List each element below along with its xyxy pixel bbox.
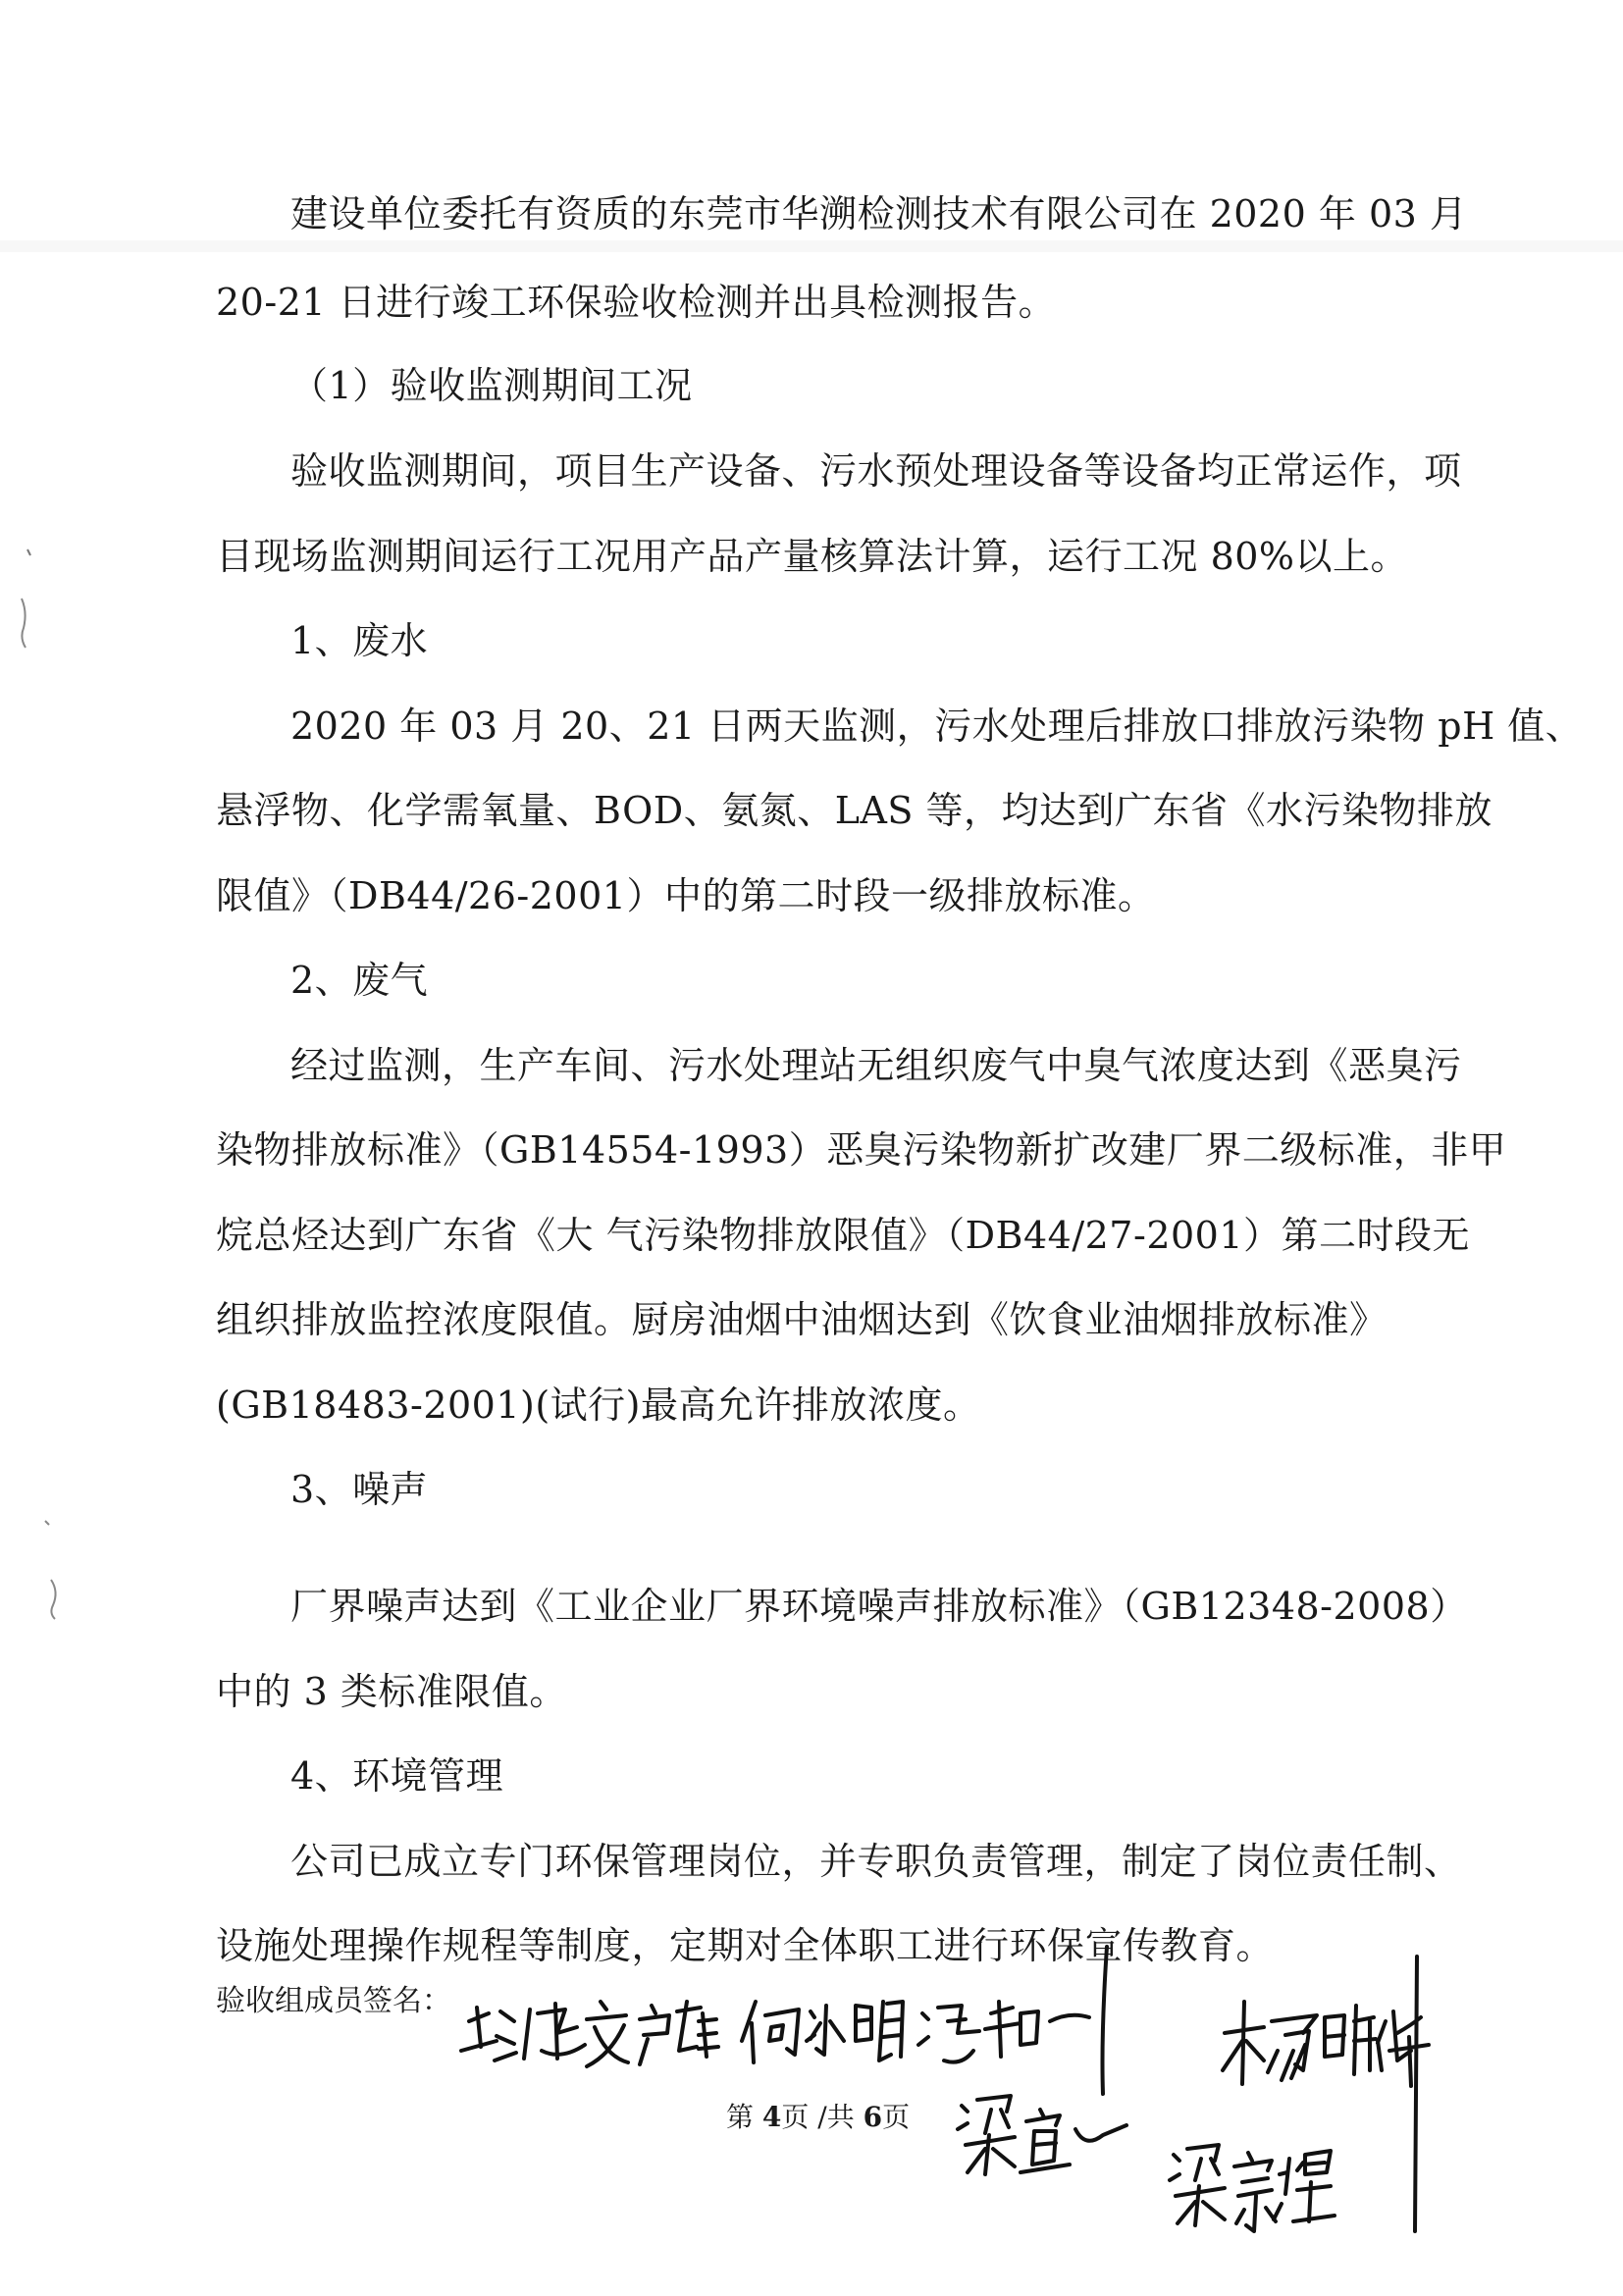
page-footer xyxy=(726,2100,910,2135)
section-heading: 1、废水 xyxy=(290,619,429,662)
scan-speck-2 xyxy=(22,599,26,648)
footer-page-number: 4 xyxy=(761,2101,782,2133)
scan-speck-4 xyxy=(51,1580,56,1619)
paragraph-line: 经过监测，生产车间、污水处理站无组织废气中臭气浓度达到《恶臭污 xyxy=(290,1044,1462,1087)
paragraph-line: 设施处理操作规程等制度，定期对全体职工进行环保宣传教育。 xyxy=(216,1924,1275,1967)
paragraph-line: 中的 3 类标准限值。 xyxy=(216,1670,567,1713)
section-heading: 2、废气 xyxy=(290,959,429,1002)
paragraph-line: 验收监测期间，项目生产设备、污水预处理设备等设备均正常运作，项 xyxy=(290,449,1462,493)
paragraph-line: 厂界噪声达到《工业企业厂界环境噪声排放标准》（GB12348-2008） xyxy=(290,1585,1468,1628)
paragraph-line: 烷总烃达到广东省《大 气污染物排放限值》（DB44/27-2001）第二时段无 xyxy=(216,1214,1471,1257)
section-heading: 3、噪声 xyxy=(290,1468,429,1511)
scan-band xyxy=(0,240,1623,252)
paragraph-line: 20-21 日进行竣工环保验收检测并出具检测报告。 xyxy=(216,281,1057,324)
paragraph-line: 公司已成立专门环保管理岗位，并专职负责管理，制定了岗位责任制、 xyxy=(290,1840,1462,1883)
paragraph-line: (GB18483-2001)(试行)最高允许排放浓度。 xyxy=(216,1383,981,1427)
signature-7 xyxy=(1223,1957,1429,2231)
footer-suffix: 页 xyxy=(882,2101,911,2133)
signature-1 xyxy=(461,2002,628,2066)
paragraph-line: 2020 年 03 月 20、21 日两天监测，污水处理后排放口排放污染物 pH 值、 xyxy=(290,704,1584,748)
signature-6 xyxy=(1170,2145,1335,2231)
signature-3 xyxy=(742,2002,903,2062)
footer-mid: 页 /共 xyxy=(781,2101,864,2133)
signature-5 xyxy=(958,2096,1126,2174)
section-heading: 4、环境管理 xyxy=(290,1754,504,1798)
paragraph-line: 悬浮物、化学需氧量、BOD、氨氮、LAS 等，均达到广东省《水污染物排放 xyxy=(216,789,1493,832)
paragraph-line: 建设单位委托有资质的东莞市华溯检测技术有限公司在 2020 年 03 月 xyxy=(290,192,1468,235)
signature-label: 验收组成员签名： xyxy=(216,1984,451,2018)
scan-speck-3 xyxy=(45,1521,49,1525)
signature-2 xyxy=(640,2002,718,2064)
footer-total-pages: 6 xyxy=(863,2101,883,2133)
scan-speck-1 xyxy=(27,549,30,555)
paragraph-line: 目现场监测期间运行工况用产品产量核算法计算，运行工况 80%以上。 xyxy=(216,535,1409,578)
paragraph-line: 限值》（DB44/26-2001）中的第二时段一级排放标准。 xyxy=(216,874,1156,917)
paragraph-line: 染物排放标准》（GB14554-1993）恶臭污染物新扩改建厂界二级标准，非甲 xyxy=(216,1128,1507,1172)
paragraph-line: 组织排放监控浓度限值。厨房油烟中油烟达到《饮食业油烟排放标准》 xyxy=(216,1298,1387,1341)
section-heading: （1）验收监测期间工况 xyxy=(290,364,693,407)
footer-prefix: 第 xyxy=(726,2101,762,2133)
